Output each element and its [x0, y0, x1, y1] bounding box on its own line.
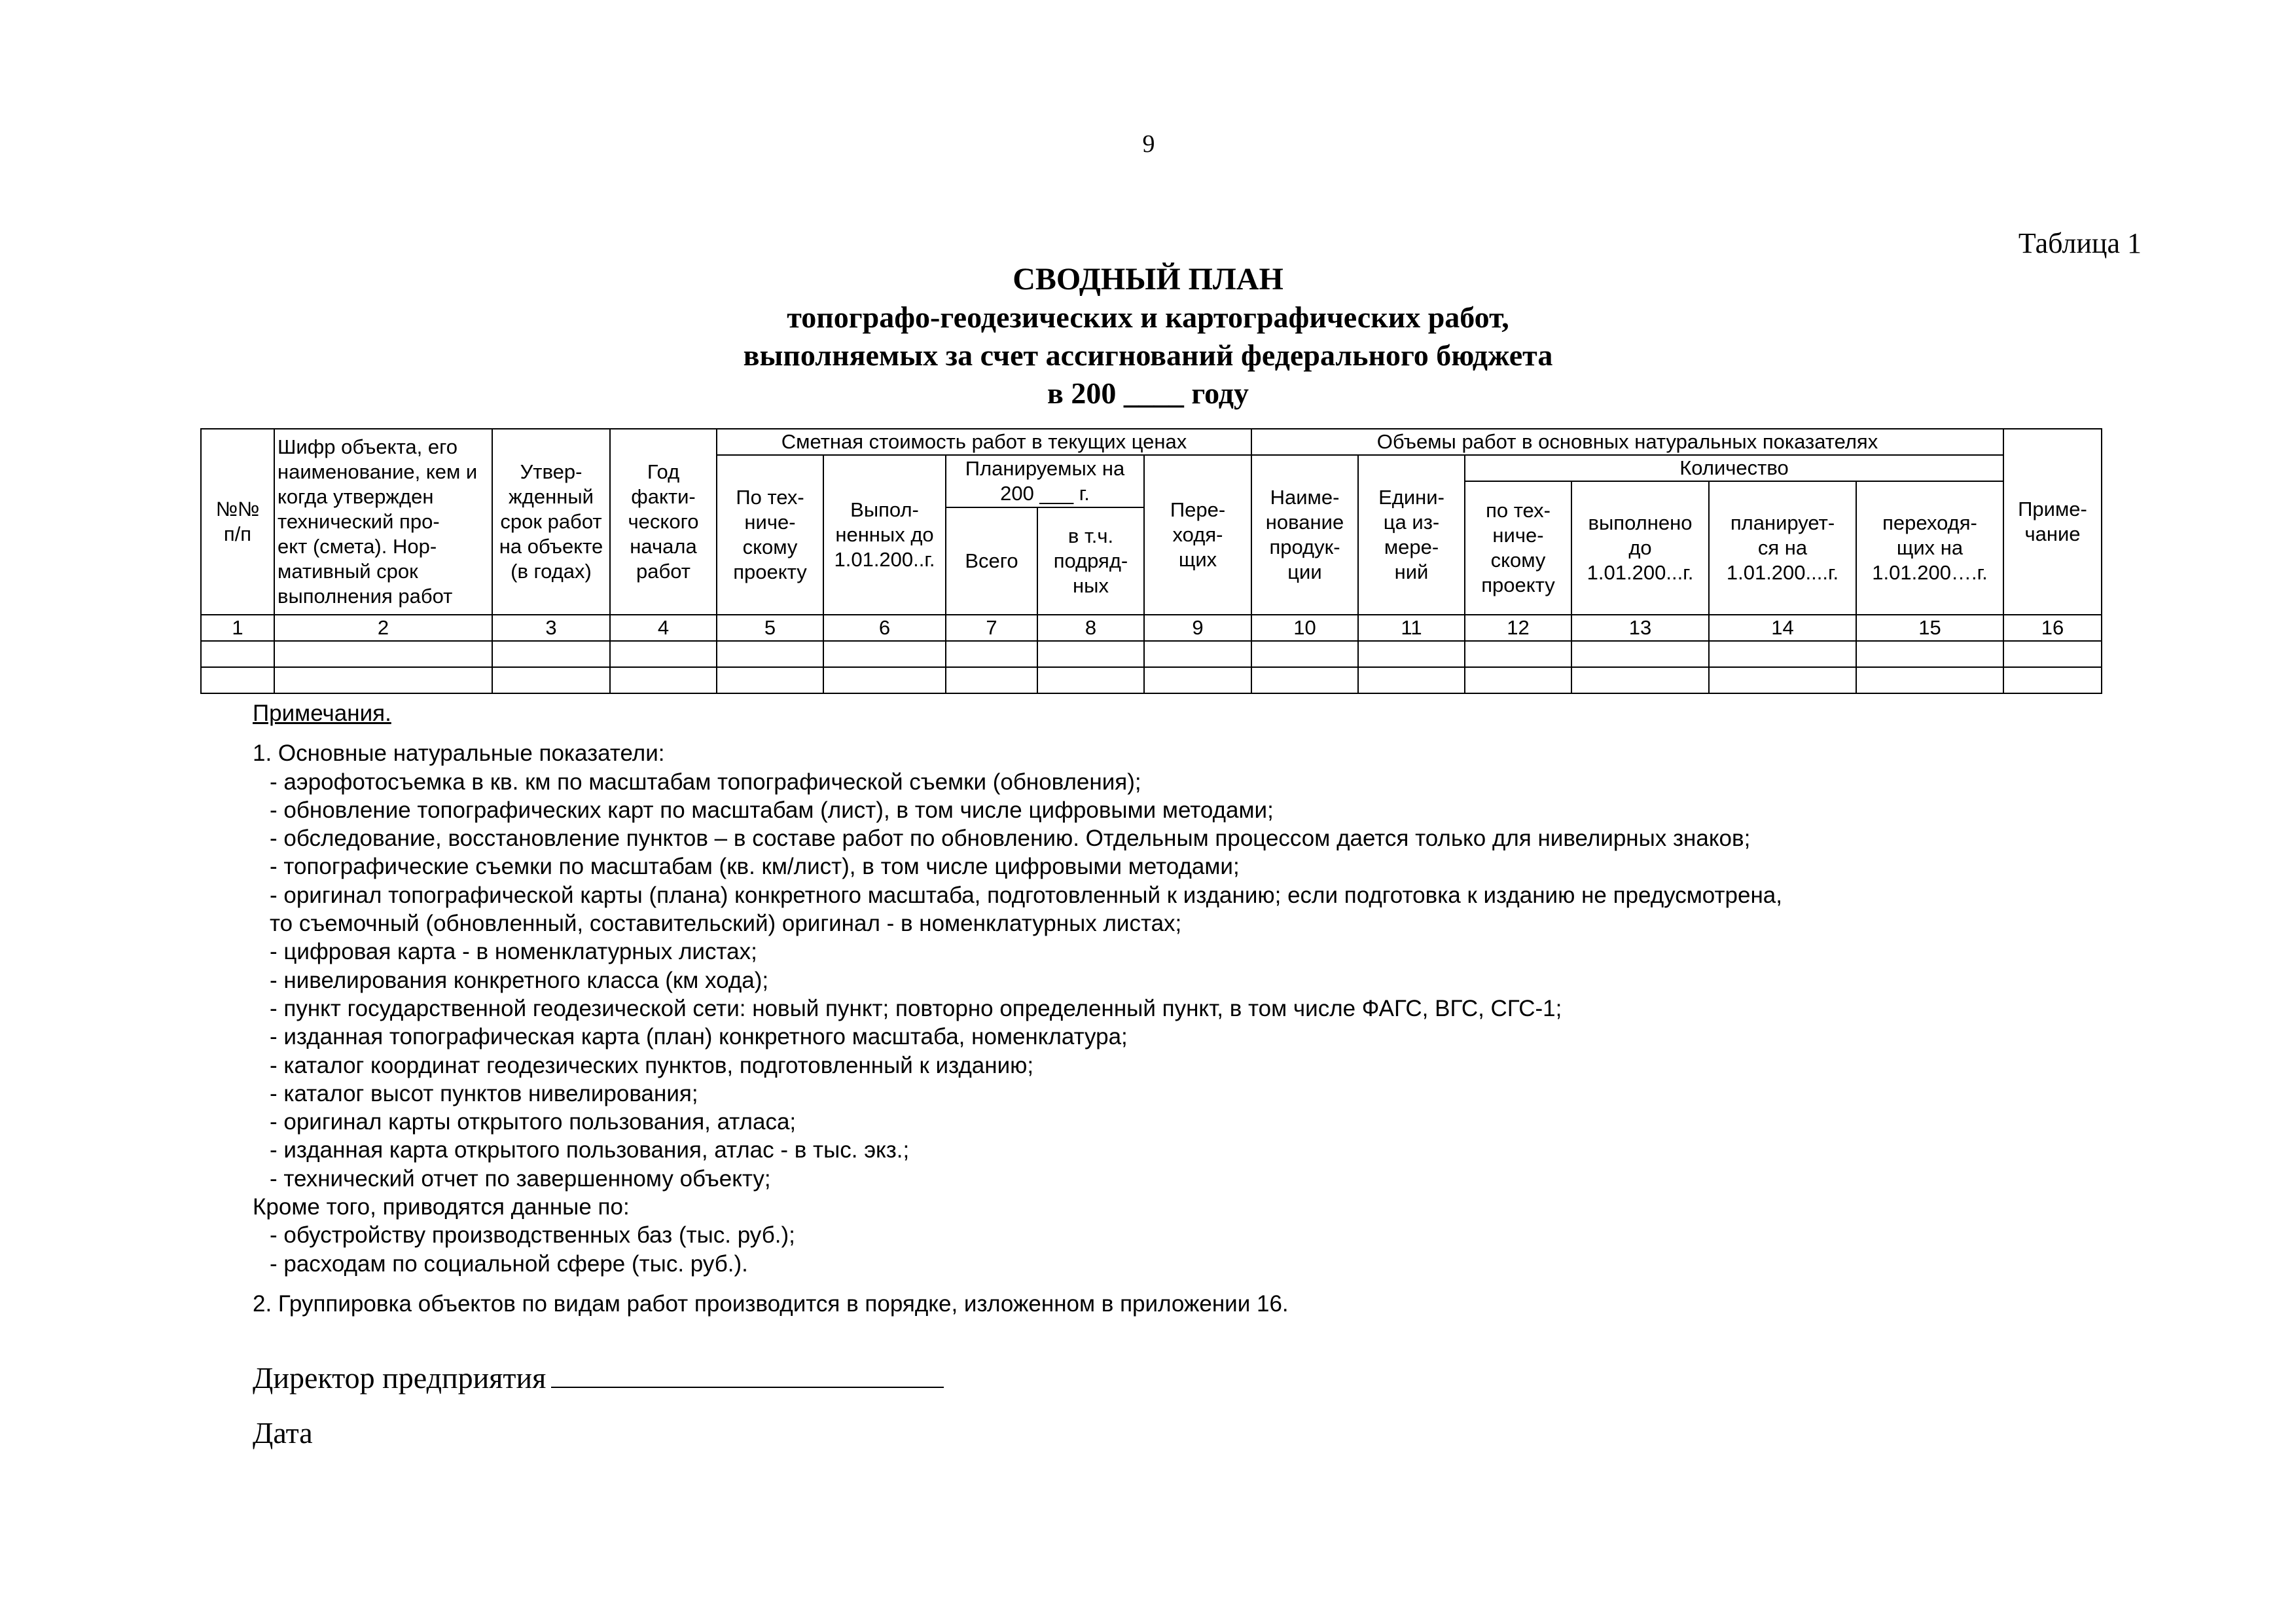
column-number: 13: [1571, 615, 1709, 641]
title-line-2: топографо-геодезических и картографических работ,: [787, 301, 1509, 334]
notes-line: - обследование, восстановление пунктов – в составе работ по обновлению. Отдельным процессом дается только для нивелирных знаков;: [270, 826, 1751, 852]
notes-item-2: 2. Группировка объектов по видам работ производится в порядке, изложенном в приложении 16.: [253, 1290, 1289, 1317]
header-approved-term: Утвер- жденный срок работ на объекте (в годах): [492, 429, 610, 615]
column-number: 10: [1251, 615, 1358, 641]
header-quantity: Количество: [1465, 455, 2003, 481]
column-number: 11: [1358, 615, 1465, 641]
notes-line: - технический отчет по завершенному объекту;: [270, 1165, 771, 1192]
column-number: 12: [1465, 615, 1571, 641]
header-cost-carryover: Пере- ходя- щих: [1144, 455, 1251, 615]
notes-section: [253, 699, 1782, 1318]
notes-line: - оригинал карты открытого пользования, атласа;: [270, 1109, 797, 1135]
title-line-4: в 200 ____ году: [1047, 376, 1249, 410]
header-row-number: №№ п/п: [201, 429, 274, 615]
header-planned-contract: в т.ч. подряд- ных: [1037, 507, 1144, 615]
notes-line: - обновление топографических карт по масштабам (лист), в том числе цифровыми методами;: [270, 797, 1274, 823]
empty-table-row: [201, 641, 2102, 667]
header-product-name: Наиме- нование продук- ции: [1251, 455, 1358, 615]
notes-line: - цифровая карта - в номенклатурных листах;: [270, 939, 757, 965]
summary-plan-table: [200, 428, 2102, 694]
header-quantity-done: выполнено до 1.01.200...г.: [1571, 481, 1709, 615]
column-number: 1: [201, 615, 274, 641]
notes-line: - каталог высот пунктов нивелирования;: [270, 1080, 698, 1106]
notes-line: - изданная карта открытого пользования, атлас - в тыс. экз.;: [270, 1137, 910, 1163]
column-number: 16: [2003, 615, 2102, 641]
document-title: [0, 261, 2296, 412]
title-line-3: выполняемых за счет ассигнований федерального бюджета: [743, 338, 1553, 372]
notes-besides: Кроме того, приводятся данные по:: [253, 1194, 630, 1220]
header-estimated-cost: Сметная стоимость работ в текущих ценах: [717, 429, 1251, 455]
notes-line: - изданная топографическая карта (план) конкретного масштаба, номенклатура;: [270, 1024, 1128, 1050]
header-quantity-planned: планирует- ся на 1.01.200....г.: [1709, 481, 1856, 615]
empty-table-row: [201, 667, 2102, 693]
date-label: Дата: [253, 1416, 313, 1450]
signature-line: [551, 1363, 944, 1388]
column-number: 15: [1856, 615, 2003, 641]
header-planned-total: Всего: [946, 507, 1037, 615]
header-cost-done-before: Выпол- ненных до 1.01.200..г.: [823, 455, 946, 615]
notes-line: - нивелирования конкретного класса (км хода);: [270, 967, 769, 993]
column-number: 6: [823, 615, 946, 641]
column-number: 14: [1709, 615, 1856, 641]
column-number: 5: [717, 615, 823, 641]
notes-line: - пункт государственной геодезической сети: новый пункт; повторно определенный пункт, в том числе ФАГС, ВГС, СГС-1;: [270, 995, 1562, 1021]
header-work-volumes: Объемы работ в основных натуральных показателях: [1251, 429, 2003, 455]
header-object-code: Шифр объекта, его наименование, кем и когда утвержден технический про- ект (смета). Нор- мативный срок выполнения работ: [274, 429, 492, 615]
column-number: 8: [1037, 615, 1144, 641]
director-signature: [253, 1360, 944, 1395]
header-note: Приме- чание: [2003, 429, 2102, 615]
column-number: 3: [492, 615, 610, 641]
notes-heading: Примечания.: [253, 701, 391, 726]
column-number: 4: [610, 615, 717, 641]
column-number: 9: [1144, 615, 1251, 641]
notes-line: - топографические съемки по масштабам (кв. км/лист), в том числе цифровыми методами;: [270, 854, 1240, 880]
title-line-1: СВОДНЫЙ ПЛАН: [1013, 262, 1283, 297]
header-cost-planned: Планируемых на 200 ___ г.: [946, 455, 1144, 507]
notes-besides-line: - расходам по социальной сфере (тыс. руб.).: [270, 1250, 748, 1277]
header-start-year: Год факти- ческого начала работ: [610, 429, 717, 615]
header-quantity-carryover: переходя- щих на 1.01.200….г.: [1856, 481, 2003, 615]
notes-line: - каталог координат геодезических пунктов, подготовленный к изданию;: [270, 1052, 1034, 1078]
header-cost-tech-project: По тех- ниче- скому проекту: [717, 455, 823, 615]
header-unit: Едини- ца из- мере- ний: [1358, 455, 1465, 615]
column-number: 7: [946, 615, 1037, 641]
notes-item-1: 1. Основные натуральные показатели:: [253, 740, 665, 767]
header-quantity-tech-project: по тех- ниче- скому проекту: [1465, 481, 1571, 615]
notes-line: то съемочный (обновленный, составительский) оригинал - в номенклатурных листах;: [270, 911, 1182, 937]
page-number: 9: [1142, 130, 1155, 158]
column-number: 2: [274, 615, 492, 641]
director-label: Директор предприятия: [253, 1361, 547, 1395]
notes-besides-line: - обустройству производственных баз (тыс. руб.);: [270, 1222, 795, 1249]
table-label: Таблица 1: [2018, 227, 2142, 259]
notes-line: - оригинал топографической карты (плана) конкретного масштаба, подготовленный к изданию; если подготовка к изданию не предусмотрена,: [270, 882, 1782, 908]
notes-line: - аэрофотосъемка в кв. км по масштабам топографической съемки (обновления);: [270, 769, 1141, 795]
